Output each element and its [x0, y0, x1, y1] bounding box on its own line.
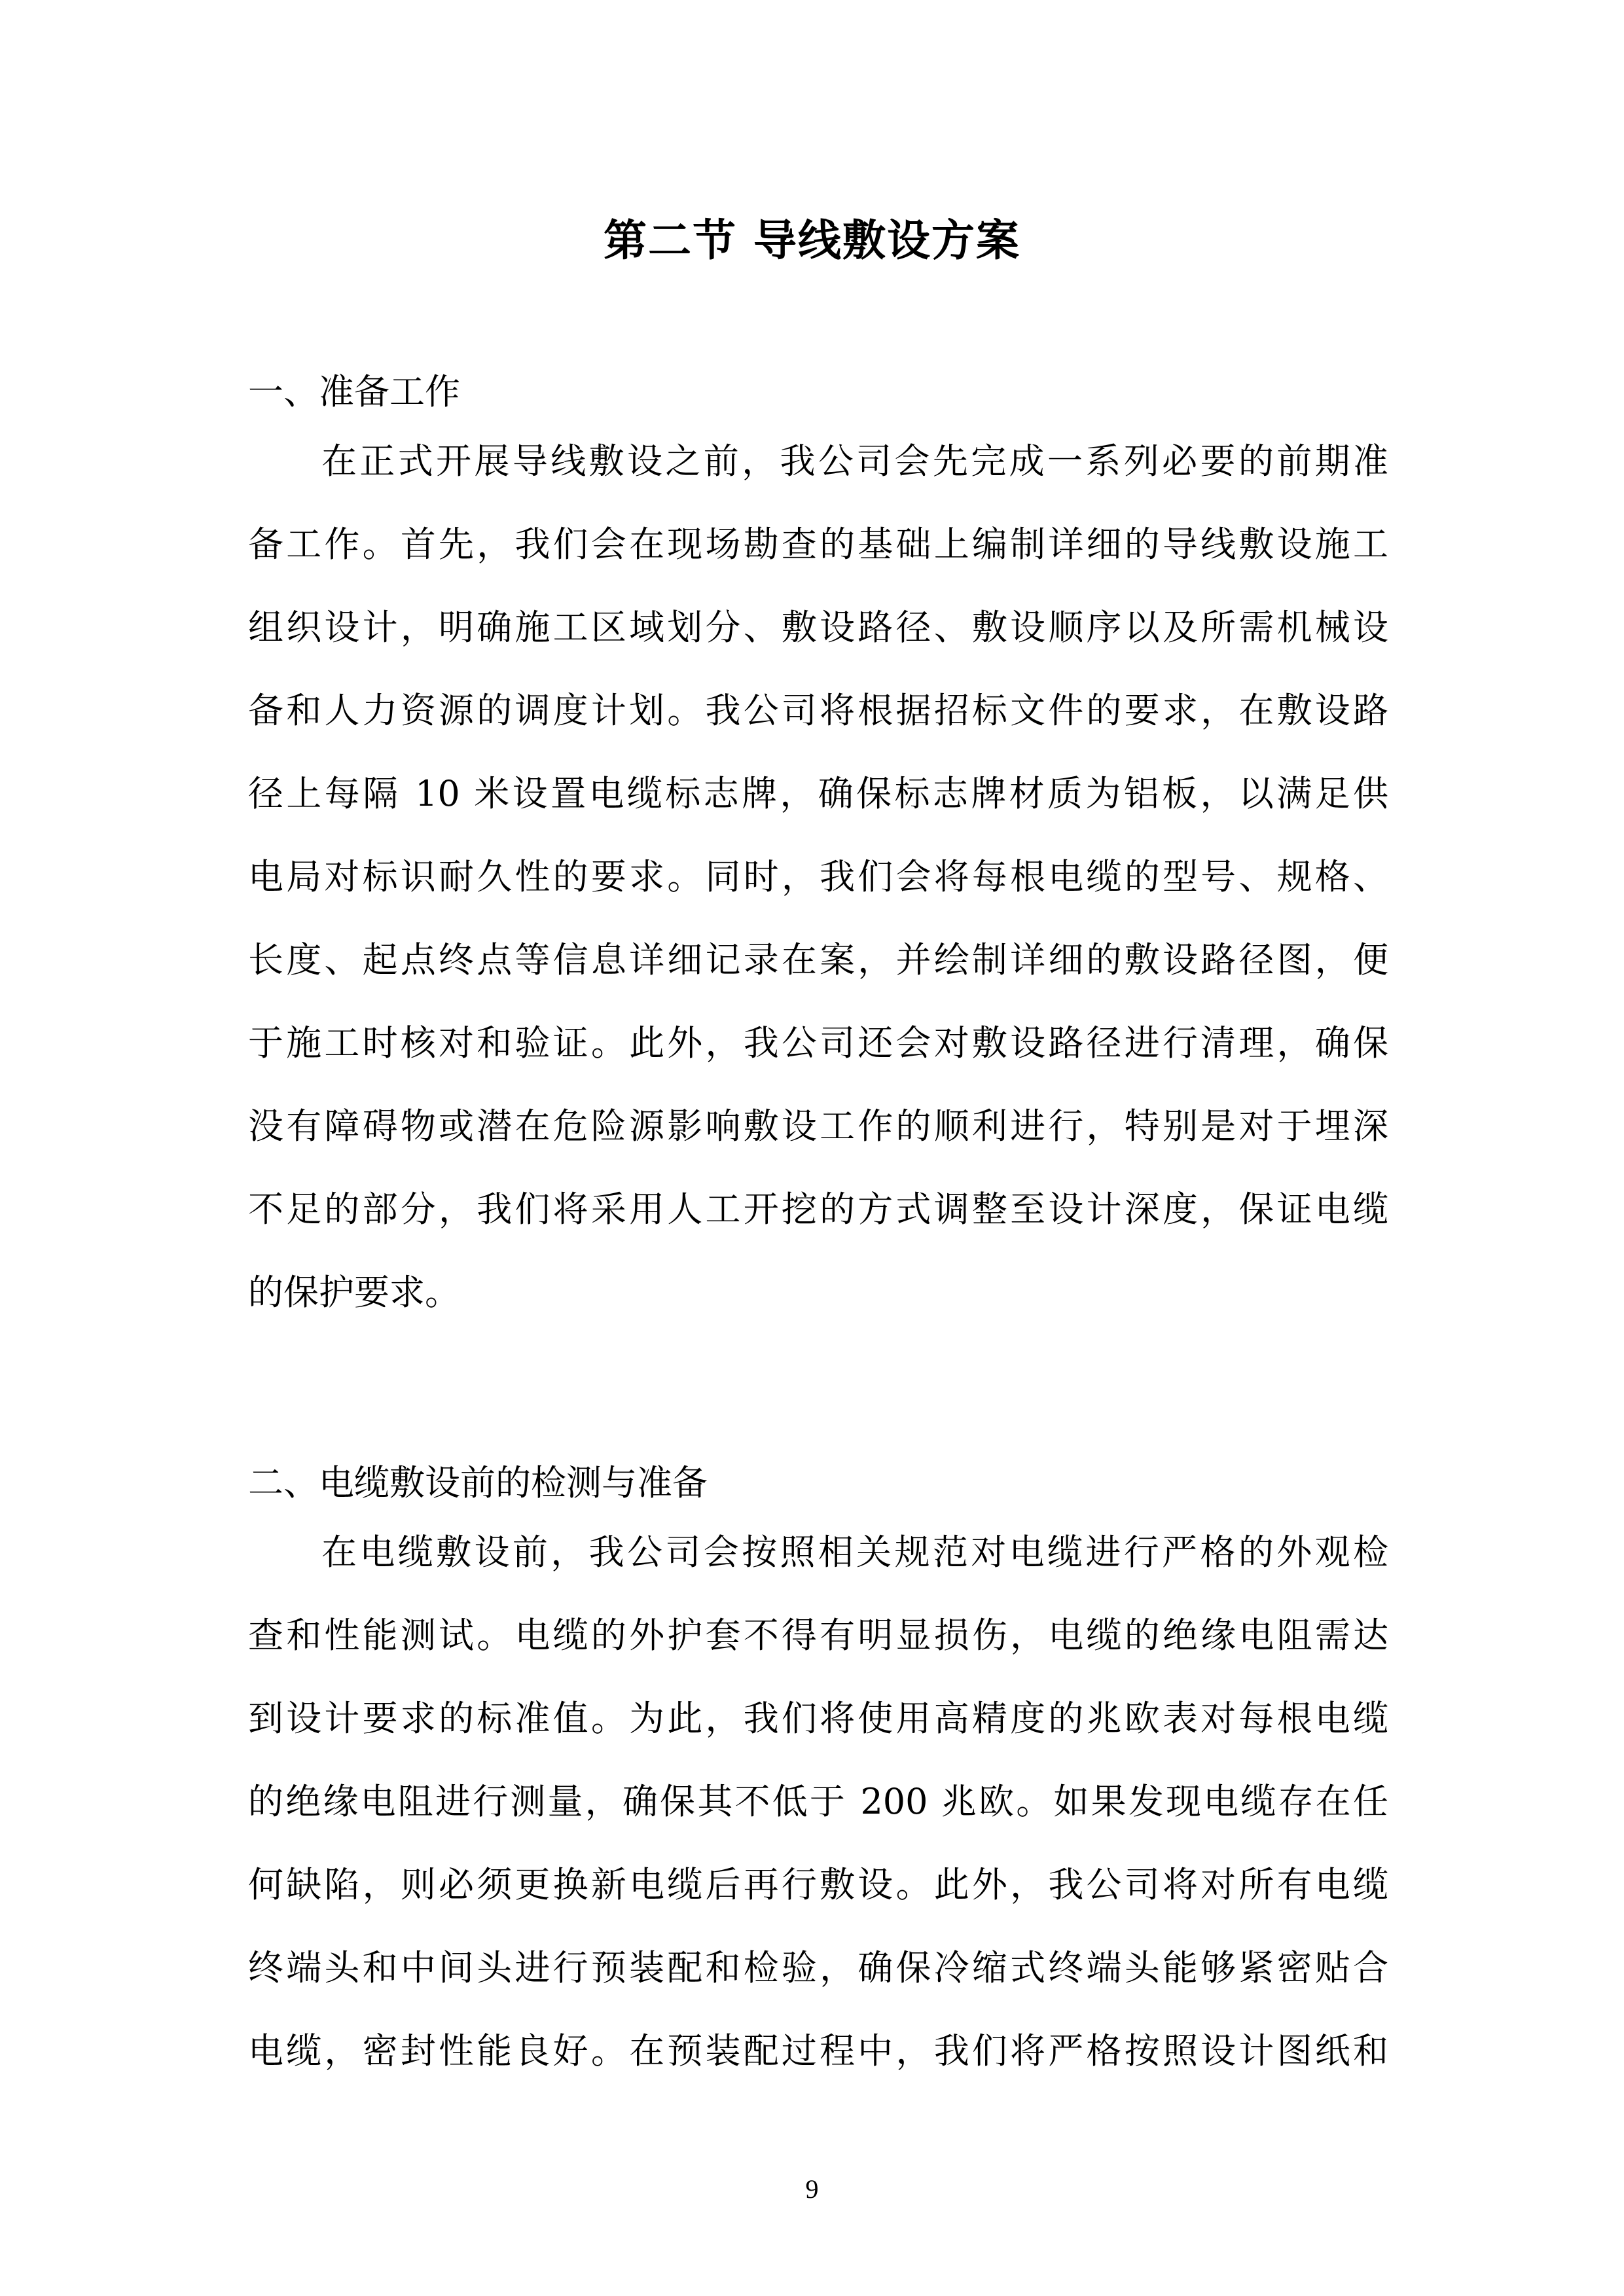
paragraph-line: 备工作。首先，我们会在现场勘查的基础上编制详细的导线敷设施工	[248, 524, 1388, 565]
section-inspection	[248, 1441, 1388, 2106]
paragraph-line: 备和人力资源的调度计划。我公司将根据招标文件的要求，在敷设路	[248, 690, 1388, 731]
paragraph-line: 没有障碍物或潜在危险源影响敷设工作的顺利进行，特别是对于埋深	[248, 1105, 1388, 1147]
paragraph-line: 径上每隔 10 米设置电缆标志牌，确保标志牌材质为铝板，以满足供	[248, 773, 1388, 814]
paragraph-line: 电缆，密封性能良好。在预装配过程中，我们将严格按照设计图纸和	[248, 2030, 1388, 2072]
paragraph-line: 何缺陷，则必须更换新电缆后再行敷设。此外，我公司将对所有电缆	[248, 1864, 1388, 1905]
paragraph-line: 的绝缘电阻进行测量，确保其不低于 200 兆欧。如果发现电缆存在任	[248, 1781, 1388, 1822]
paragraph-line: 组织设计，明确施工区域划分、敷设路径、敷设顺序以及所需机械设	[248, 607, 1388, 648]
paragraph-line: 在正式开展导线敷设之前，我公司会先完成一系列必要的前期准	[321, 440, 1388, 482]
paragraph	[248, 1524, 1388, 2106]
paragraph-line: 长度、起点终点等信息详细记录在案，并绘制详细的敷设路径图，便	[248, 939, 1388, 980]
paragraph	[248, 433, 1388, 1348]
section-heading: 二、电缆敷设前的检测与准备	[248, 1462, 708, 1503]
page-number: 9	[805, 2174, 819, 2204]
paragraph-line: 的保护要求。	[248, 1272, 460, 1313]
paragraph-line: 电局对标识耐久性的要求。同时，我们会将每根电缆的型号、规格、	[248, 856, 1388, 897]
paragraph-line: 到设计要求的标准值。为此，我们将使用高精度的兆欧表对每根电缆	[248, 1698, 1388, 1739]
section-heading: 一、准备工作	[248, 371, 460, 412]
paragraph-line: 于施工时核对和验证。此外，我公司还会对敷设路径进行清理，确保	[248, 1022, 1388, 1064]
paragraph-line: 终端头和中间头进行预装配和检验，确保冷缩式终端头能够紧密贴合	[248, 1947, 1388, 1988]
paragraph-line: 不足的部分，我们将采用人工开挖的方式调整至设计深度，保证电缆	[248, 1189, 1388, 1230]
section-preparation	[248, 350, 1388, 1348]
section-title: 第二节 导线敷设方案	[604, 215, 1020, 266]
paragraph-line: 查和性能测试。电缆的外护套不得有明显损伤，电缆的绝缘电阻需达	[248, 1615, 1388, 1656]
paragraph-line: 在电缆敷设前，我公司会按照相关规范对电缆进行严格的外观检	[321, 1532, 1388, 1573]
